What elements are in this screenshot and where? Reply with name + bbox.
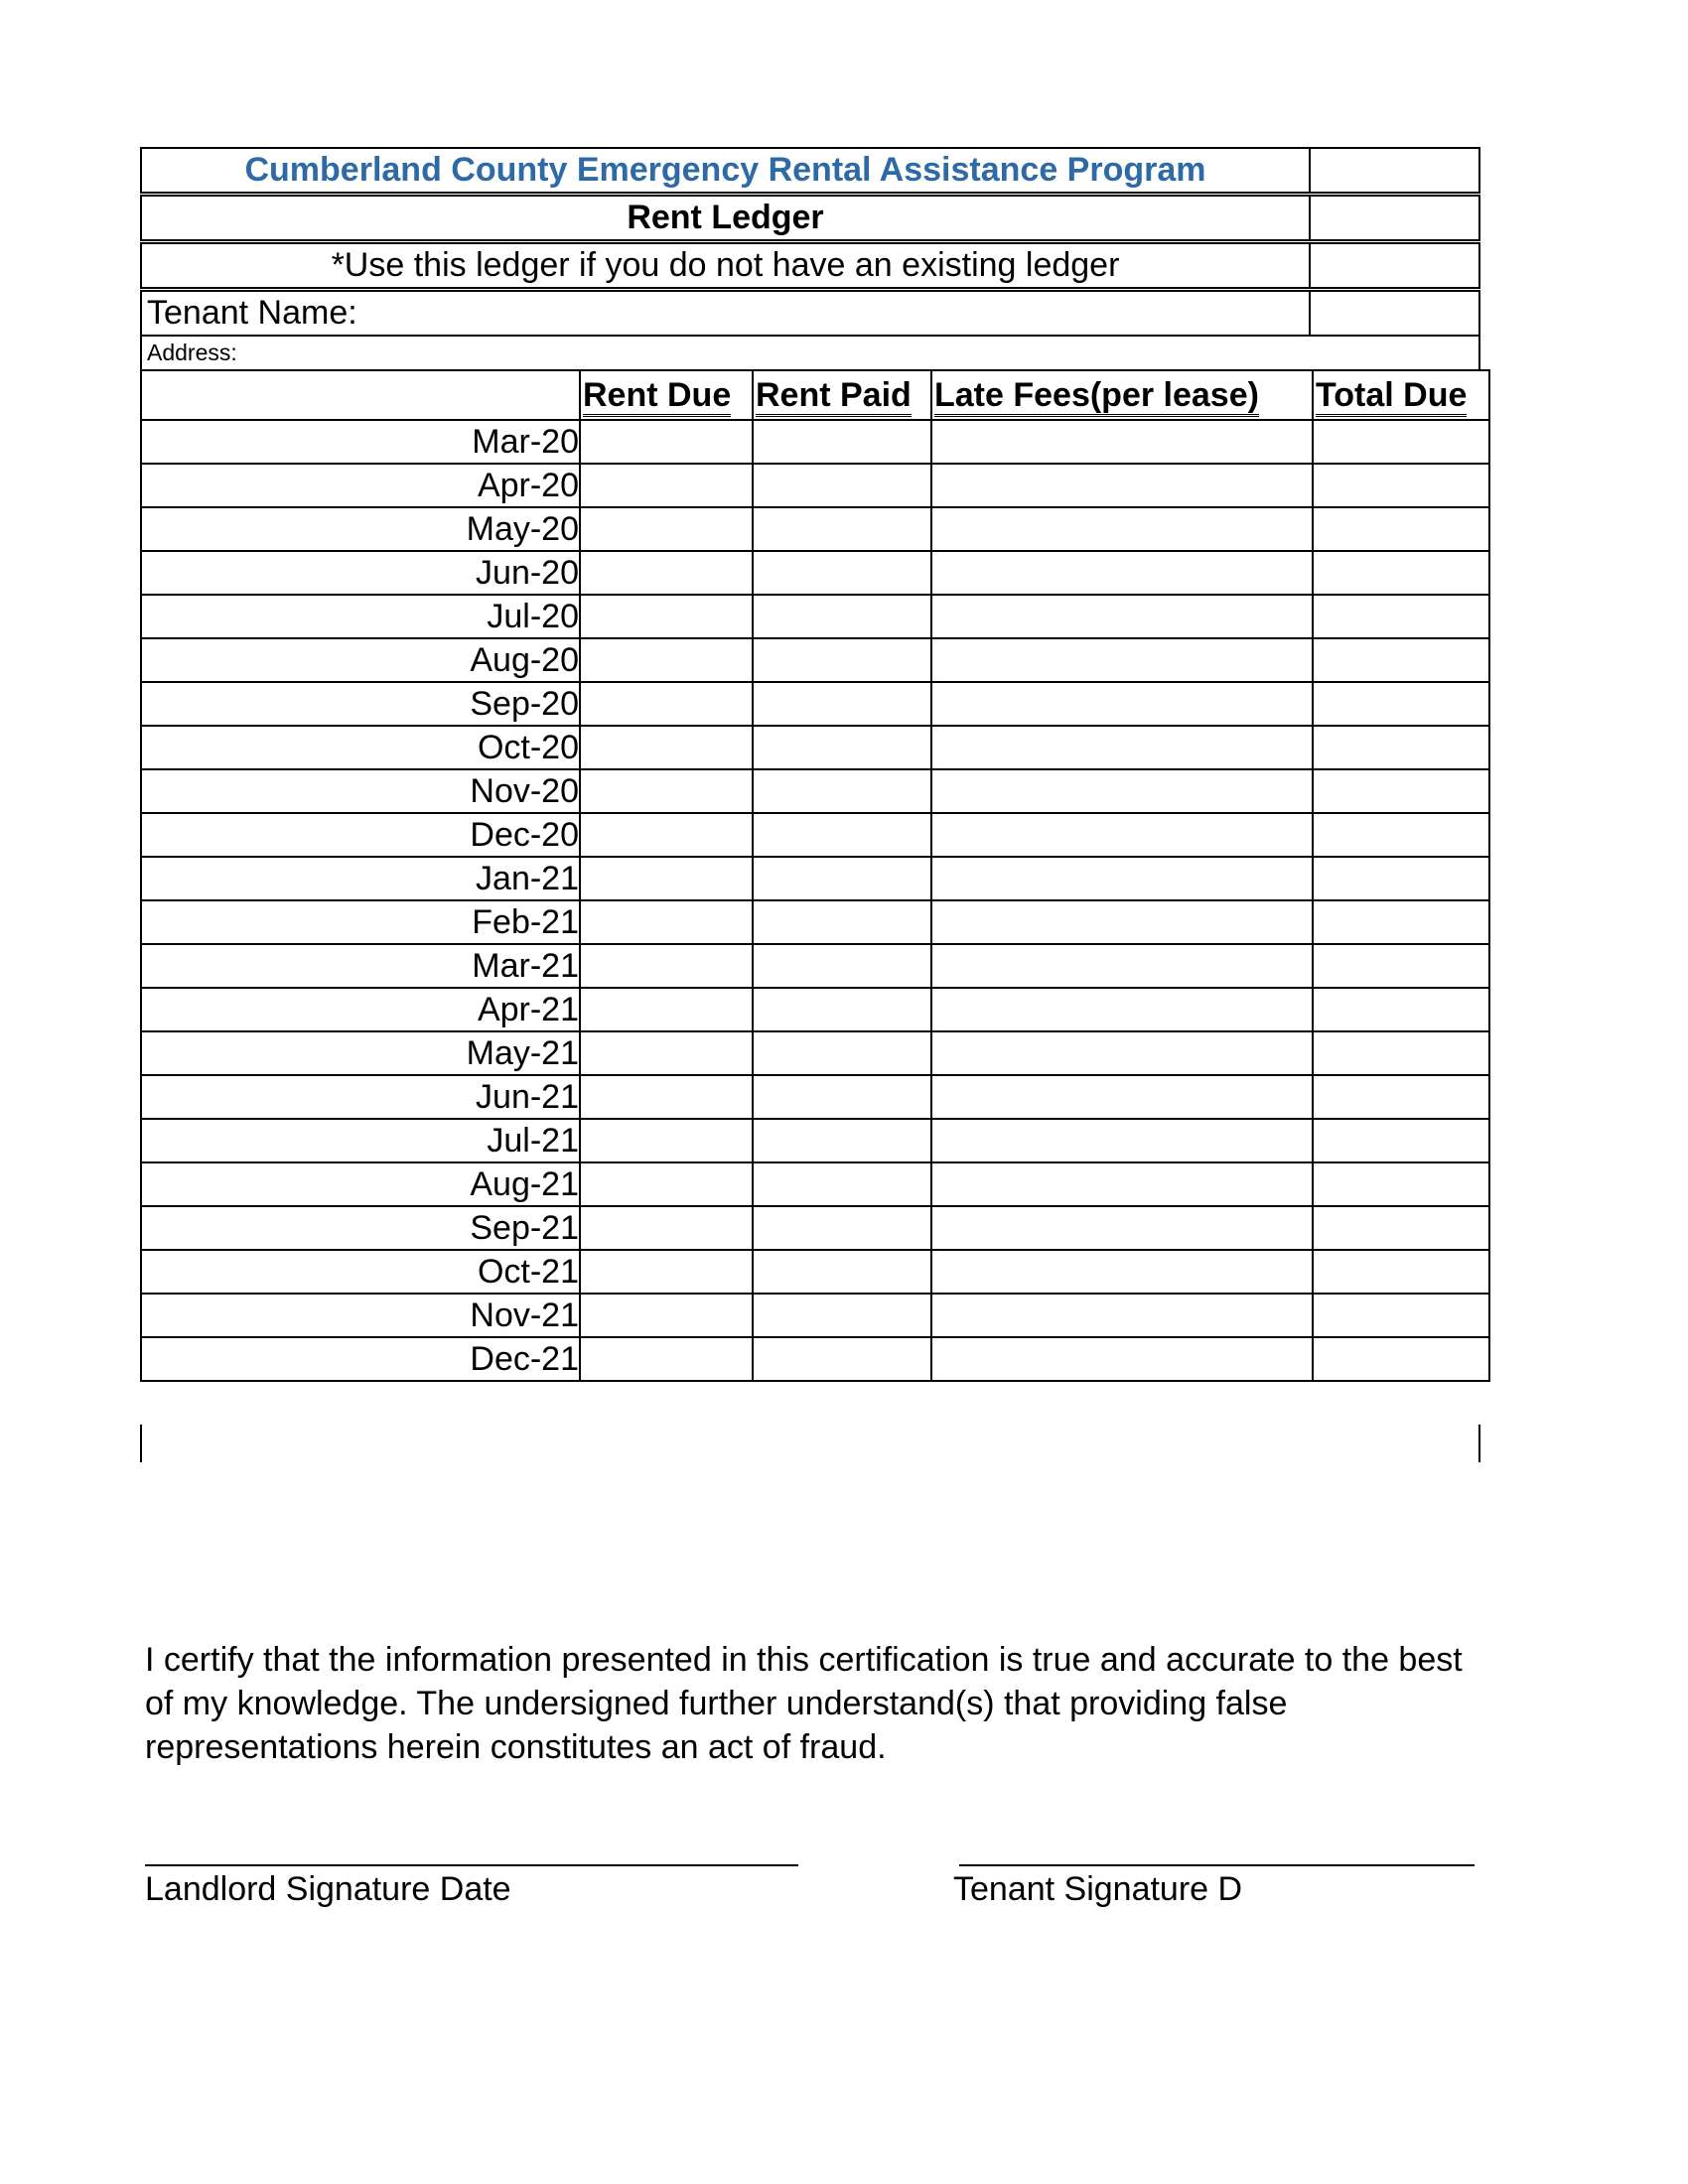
rent-due-cell[interactable] [580, 813, 753, 857]
table-row [141, 1119, 1489, 1162]
table-row [141, 507, 1489, 551]
total-due-cell[interactable] [1313, 857, 1489, 900]
total-due-cell[interactable] [1313, 1119, 1489, 1162]
note-cell [142, 244, 1311, 287]
late-fees-cell[interactable] [931, 682, 1313, 726]
rent-paid-cell[interactable] [753, 464, 931, 507]
late-fees-cell[interactable] [931, 420, 1313, 464]
late-fees-cell[interactable] [931, 1031, 1313, 1075]
rent-paid-cell[interactable] [753, 988, 931, 1031]
month-cell: Sep-21 [141, 1206, 580, 1250]
total-due-cell[interactable] [1313, 1031, 1489, 1075]
total-due-cell[interactable] [1313, 507, 1489, 551]
total-due-cell[interactable] [1313, 1294, 1489, 1337]
table-row [141, 813, 1489, 857]
total-due-header [1313, 370, 1489, 420]
rent-due-cell[interactable] [580, 857, 753, 900]
month-cell: Apr-21 [141, 988, 580, 1031]
total-due-cell[interactable] [1313, 420, 1489, 464]
month-cell: Aug-21 [141, 1162, 580, 1206]
table-row [141, 769, 1489, 813]
rent-due-cell[interactable] [580, 1337, 753, 1381]
late-fees-cell[interactable] [931, 638, 1313, 682]
rent-due-cell[interactable] [580, 769, 753, 813]
rent-due-cell[interactable] [580, 726, 753, 769]
header-title-row [140, 147, 1480, 194]
late-fees-cell[interactable] [931, 944, 1313, 988]
late-fees-cell[interactable] [931, 1162, 1313, 1206]
table-row [141, 551, 1489, 595]
late-fees-cell[interactable] [931, 464, 1313, 507]
tenant-name-row [140, 290, 1480, 337]
rent-paid-cell[interactable] [753, 420, 931, 464]
rent-paid-header [753, 370, 931, 420]
month-cell: May-21 [141, 1031, 580, 1075]
total-due-cell[interactable] [1313, 813, 1489, 857]
table-row [141, 988, 1489, 1031]
month-cell: Apr-20 [141, 464, 580, 507]
rent-paid-cell[interactable] [753, 813, 931, 857]
late-fees-cell[interactable] [931, 857, 1313, 900]
rent-due-cell[interactable] [580, 1119, 753, 1162]
month-cell: May-20 [141, 507, 580, 551]
rent-paid-cell[interactable] [753, 1119, 931, 1162]
table-row [141, 1250, 1489, 1294]
late-fees-cell[interactable] [931, 988, 1313, 1031]
table-row [141, 1206, 1489, 1250]
table-row [141, 900, 1489, 944]
late-fees-cell[interactable] [931, 1075, 1313, 1119]
late-fees-cell[interactable] [931, 813, 1313, 857]
total-due-header-label: Total Due [1316, 376, 1467, 417]
table-row [141, 726, 1489, 769]
title-side-cell [1309, 149, 1478, 192]
rent-due-cell[interactable] [580, 551, 753, 595]
late-fees-cell[interactable] [931, 1337, 1313, 1381]
rent-due-cell[interactable] [580, 1250, 753, 1294]
table-tail [140, 1425, 1480, 1462]
table-row [141, 944, 1489, 988]
rent-paid-cell[interactable] [753, 944, 931, 988]
rent-paid-cell[interactable] [753, 638, 931, 682]
month-cell: Nov-20 [141, 769, 580, 813]
rent-paid-cell[interactable] [753, 900, 931, 944]
rent-paid-header-label: Rent Paid [756, 376, 912, 417]
tenant-name-label: Tenant Name: [147, 294, 357, 332]
rent-paid-cell[interactable] [753, 726, 931, 769]
month-cell: Jan-21 [141, 857, 580, 900]
rent-paid-cell[interactable] [753, 857, 931, 900]
rent-due-cell[interactable] [580, 1031, 753, 1075]
rent-paid-cell[interactable] [753, 551, 931, 595]
month-cell: Jul-20 [141, 595, 580, 638]
note-side-cell [1309, 244, 1478, 287]
month-cell: Feb-21 [141, 900, 580, 944]
total-due-cell[interactable] [1313, 464, 1489, 507]
subtitle-side-cell [1309, 197, 1478, 239]
month-cell: Dec-20 [141, 813, 580, 857]
month-cell: Oct-20 [141, 726, 580, 769]
late-fees-cell[interactable] [931, 1119, 1313, 1162]
address-row[interactable] [140, 337, 1480, 371]
total-due-cell[interactable] [1313, 1162, 1489, 1206]
month-cell: Oct-21 [141, 1250, 580, 1294]
table-row [141, 682, 1489, 726]
rent-due-cell[interactable] [580, 1206, 753, 1250]
month-column-header [141, 370, 580, 420]
total-due-cell[interactable] [1313, 638, 1489, 682]
rent-paid-cell[interactable] [753, 1031, 931, 1075]
total-due-cell[interactable] [1313, 551, 1489, 595]
rent-due-cell[interactable] [580, 988, 753, 1031]
rent-due-cell[interactable] [580, 420, 753, 464]
header-note-row [140, 242, 1480, 289]
rent-paid-cell[interactable] [753, 1250, 931, 1294]
total-due-cell[interactable] [1313, 726, 1489, 769]
table-row [141, 1337, 1489, 1381]
rent-ledger-table [140, 369, 1490, 1382]
total-due-cell[interactable] [1313, 1250, 1489, 1294]
month-cell: Sep-20 [141, 682, 580, 726]
rent-paid-cell[interactable] [753, 1162, 931, 1206]
rent-paid-cell[interactable] [753, 595, 931, 638]
rent-paid-cell[interactable] [753, 682, 931, 726]
ledger-title: Rent Ledger [627, 199, 824, 236]
rent-due-cell[interactable] [580, 1075, 753, 1119]
ledger-note: *Use this ledger if you do not have an existing ledger [331, 246, 1120, 284]
table-row [141, 595, 1489, 638]
rent-paid-cell[interactable] [753, 1075, 931, 1119]
rent-due-cell[interactable] [580, 1294, 753, 1337]
address-label: Address: [147, 340, 237, 365]
month-cell: Dec-21 [141, 1337, 580, 1381]
month-cell: Mar-20 [141, 420, 580, 464]
total-due-cell[interactable] [1313, 1206, 1489, 1250]
total-due-cell[interactable] [1313, 1075, 1489, 1119]
table-row [141, 1075, 1489, 1119]
month-cell: Jul-21 [141, 1119, 580, 1162]
late-fees-cell[interactable] [931, 1250, 1313, 1294]
certification-text: I certify that the information presented in this certification is true and accurate to the best of my knowledge. The undersigned further understand(s) that providing false representations herein constitutes an act of fraud. [145, 1641, 1463, 1766]
month-cell: Jun-21 [141, 1075, 580, 1119]
late-fees-cell[interactable] [931, 726, 1313, 769]
landlord-signature-label: Landlord Signature Date [145, 1870, 511, 1908]
total-due-cell[interactable] [1313, 769, 1489, 813]
rent-paid-cell[interactable] [753, 1337, 931, 1381]
total-due-cell[interactable] [1313, 988, 1489, 1031]
rent-due-cell[interactable] [580, 1162, 753, 1206]
header-subtitle-row [140, 195, 1480, 241]
table-row [141, 638, 1489, 682]
month-cell: Aug-20 [141, 638, 580, 682]
rent-due-header-label: Rent Due [583, 376, 731, 417]
late-fees-header [931, 370, 1313, 420]
total-due-cell[interactable] [1313, 595, 1489, 638]
month-cell: Mar-21 [141, 944, 580, 988]
table-header-row [141, 370, 1489, 420]
rent-paid-cell[interactable] [753, 1206, 931, 1250]
late-fees-header-label: Late Fees(per lease) [934, 376, 1259, 417]
late-fees-cell[interactable] [931, 1206, 1313, 1250]
ledger-body [141, 420, 1489, 1381]
rent-due-cell[interactable] [580, 900, 753, 944]
month-cell: Nov-21 [141, 1294, 580, 1337]
rent-due-cell[interactable] [580, 595, 753, 638]
table-row [141, 1294, 1489, 1337]
rent-paid-cell[interactable] [753, 769, 931, 813]
tenant-signature-line[interactable] [959, 1864, 1475, 1866]
late-fees-cell[interactable] [931, 507, 1313, 551]
rent-due-cell[interactable] [580, 682, 753, 726]
late-fees-cell[interactable] [931, 551, 1313, 595]
total-due-cell[interactable] [1313, 682, 1489, 726]
late-fees-cell[interactable] [931, 769, 1313, 813]
total-due-cell[interactable] [1313, 1337, 1489, 1381]
program-title: Cumberland County Emergency Rental Assistance Program [244, 151, 1206, 189]
tenant-signature-label: Tenant Signature D [953, 1870, 1243, 1908]
month-cell: Jun-20 [141, 551, 580, 595]
rent-paid-cell[interactable] [753, 507, 931, 551]
late-fees-cell[interactable] [931, 1294, 1313, 1337]
tenant-name-cell[interactable] [142, 292, 1311, 335]
late-fees-cell[interactable] [931, 595, 1313, 638]
rent-due-cell[interactable] [580, 638, 753, 682]
total-due-cell[interactable] [1313, 900, 1489, 944]
late-fees-cell[interactable] [931, 900, 1313, 944]
title-cell [142, 149, 1311, 192]
subtitle-cell [142, 197, 1311, 239]
rent-due-header [580, 370, 753, 420]
rent-due-cell[interactable] [580, 464, 753, 507]
table-row [141, 1031, 1489, 1075]
table-row [141, 857, 1489, 900]
table-row [141, 420, 1489, 464]
rent-due-cell[interactable] [580, 944, 753, 988]
table-row [141, 1162, 1489, 1206]
rent-due-cell[interactable] [580, 507, 753, 551]
table-row [141, 464, 1489, 507]
rent-paid-cell[interactable] [753, 1294, 931, 1337]
tenant-side-cell [1309, 292, 1478, 335]
total-due-cell[interactable] [1313, 944, 1489, 988]
landlord-signature-line[interactable] [145, 1864, 798, 1866]
